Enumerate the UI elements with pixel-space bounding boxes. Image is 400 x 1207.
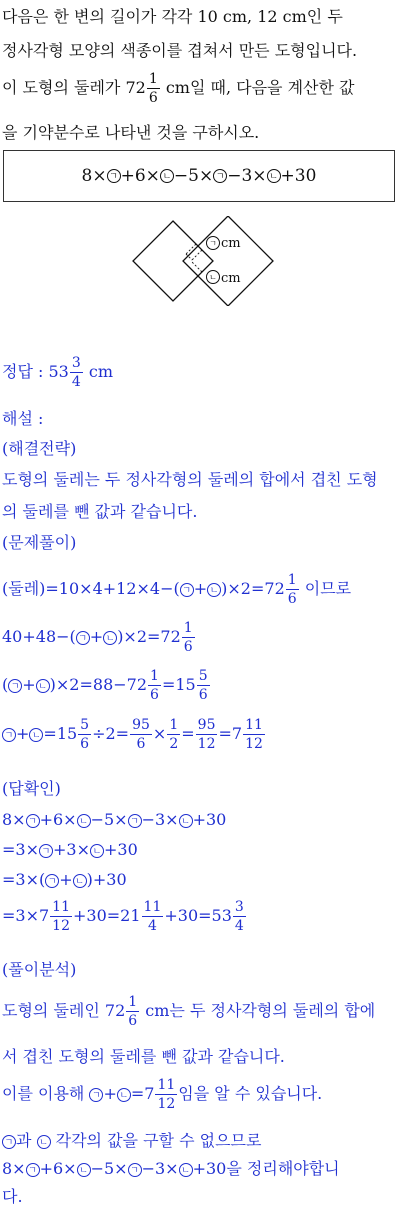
expression-box: 8× ㄱ +6× ㄴ −5× ㄱ −3× ㄴ +30 [3,150,395,202]
strategy-line-1: 도형의 둘레는 두 정사각형의 둘레의 합에서 겹친 도형 [2,470,378,489]
overlapping-squares-figure [128,216,288,306]
figure-label-b: cm [221,271,241,286]
analysis-line-1: 도형의 둘레인 72 $\frac{1}{6}$ cm는 두 정사각형의 둘레의 합에 [2,994,376,1029]
equation-2: 40+48−( ㄱ + ㄴ )×2=72 $\frac{1}{6}$ [2,620,193,655]
analysis-line-3: 이를 이용해 ㄱ + ㄴ =7 $\frac{11}{12}$ 임을 알 수 있습니다. [2,1077,323,1112]
strategy-line-2: 의 둘레를 뺀 값과 같습니다. [2,502,198,521]
check-line-4: =3×7 $\frac{11}{12}$ +30=21 $\frac{11}{4}$ +30=53 $\frac{3}{4}$ [2,899,244,934]
symbol-b: ㄴ [160,169,174,183]
problem-line-3: 이 도형의 둘레가 72 $\frac{1}{6}$ cm일 때, 다음을 계산한 값 [2,71,355,106]
analysis-line-6: 다. [2,1187,23,1206]
figure-symbol-a: ㄱ [209,239,217,248]
analysis-title: (풀이분석) [2,960,77,979]
problem-line-4: 을 기약분수로 나타낸 것을 구하시오. [2,123,260,142]
problem-line-2: 정사각형 모양의 색종이를 겹쳐서 만든 도형입니다. [2,41,358,60]
equation-4: ㄱ + ㄴ =15 $\frac{5}{6}$ ÷2= $\frac{95}{6}$ × $\frac{1}{2}$ = $\frac{95}{12}$ =7 $\frac{11}{12}$ [2,718,266,751]
analysis-line-4: ㄱ 과 ㄴ 각각의 값을 구할 수 없으므로 [2,1128,261,1151]
work-title: (문제풀이) [2,533,77,552]
equation-3: ( ㄱ + ㄴ )×2=88−72 $\frac{1}{6}$ =15 $\frac{5}{6}$ [2,668,208,703]
check-line-3: =3×( ㄱ + ㄴ )+30 [2,870,127,889]
check-line-2: =3× ㄱ +3× ㄴ +30 [2,840,138,859]
check-line-1: 8× ㄱ +6× ㄴ −5× ㄱ −3× ㄴ +30 [2,810,227,829]
equation-1: (둘레)=10×4+12×4−( ㄱ + ㄴ )×2=72 $\frac{1}{6}$ 이므로 [2,572,352,607]
strategy-title: (해결전략) [2,439,77,458]
solution-title: 해설 : [2,409,44,428]
problem-line-1: 다음은 한 변의 길이가 각각 10 cm, 12 cm인 두 [2,7,343,26]
symbol-a: ㄱ [213,169,227,183]
answer-line: 정답 : 53 $\frac{3}{4}$ cm [2,355,113,390]
figure-symbol-b: ㄴ [209,273,217,282]
analysis-line-2: 서 겹친 도형의 둘레를 뺀 값과 같습니다. [2,1047,285,1066]
symbol-b: ㄴ [267,169,281,183]
analysis-line-5: 8× ㄱ +6× ㄴ −5× ㄱ −3× ㄴ +30을 정리해야합니 [2,1159,340,1178]
check-title: (답확인) [2,779,61,798]
figure-label-a: cm [221,236,241,251]
symbol-a: ㄱ [107,169,121,183]
